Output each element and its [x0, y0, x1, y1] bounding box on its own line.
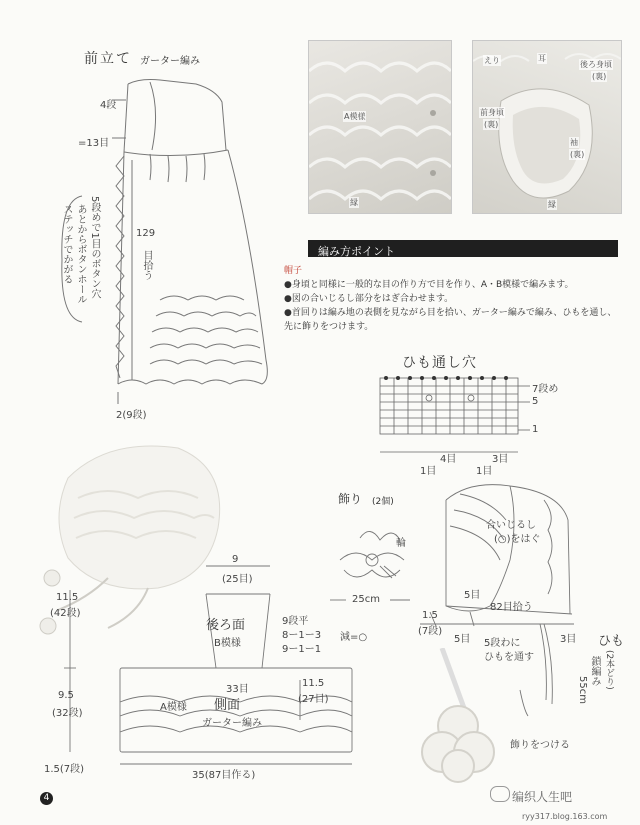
assembly-rows-label: 1.5	[422, 610, 438, 621]
photo-back-reverse-label: (裏)	[592, 72, 607, 81]
instructions-header	[308, 240, 618, 257]
side-panel-garter: ガーター編み	[202, 718, 262, 729]
photo-a-pattern-label: A模様	[344, 112, 366, 121]
photo-sleeve-reverse-label: (裏)	[570, 150, 585, 159]
decrease-note: 減=○	[340, 632, 368, 643]
front-pick-label: 目拾う	[141, 250, 152, 280]
back-panel-pattern: B模様	[214, 638, 241, 649]
assembly-chain-label: 鎖編み	[589, 656, 600, 686]
assembly-mark-label: 合いじるし	[486, 520, 536, 531]
assembly-mark-label-2: (○)をはぐ	[494, 534, 541, 545]
side-height-label: 11.5	[302, 678, 325, 689]
assembly-stitch-5b: 5目	[454, 634, 471, 645]
source-url: ryy317.blog.163.com	[522, 812, 608, 821]
decoration-ring-label: 輪	[396, 538, 406, 549]
wechat-icon	[490, 786, 510, 802]
hat-height-label: 11.5	[56, 592, 79, 603]
photo-sleeve-label: 袖	[570, 138, 578, 147]
hat-width-label: 9	[232, 554, 239, 565]
front-buttonhole-note-1: 5段めで1目のボタン穴	[89, 196, 100, 299]
side-panel-title: 側面	[214, 698, 241, 713]
photo-front-reverse-label: (裏)	[484, 120, 499, 129]
side-panel-pattern: A模様	[160, 702, 187, 713]
assembly-rows-sub: (7段)	[418, 626, 443, 637]
instruction-bullet: ●首回りは編み地の表側を見ながら目を拾い、ガーター編みで編み、ひもを通し、先に飾りをつけます。	[284, 308, 617, 332]
decrease-row-1: 9段平	[282, 616, 309, 627]
eyelet-row-5: 5	[532, 396, 539, 407]
assembly-thread-note-2: ひもを通す	[484, 652, 534, 663]
hat-center-stitches: 33目	[226, 684, 249, 695]
photo-ear-label: 耳	[538, 54, 546, 63]
assembly-attach-label: 飾りをつける	[510, 740, 570, 751]
eyelet-stitch-4: 4目	[440, 454, 457, 465]
front-buttonhole-note-3: ステッチでかがる	[61, 204, 72, 284]
decoration-title: 飾り	[338, 492, 363, 506]
front-bottom-label: 2(9段)	[116, 410, 147, 421]
eyelet-stitch-1a: 1目	[420, 466, 437, 477]
assembly-stitch-5a: 5目	[464, 590, 481, 601]
assembly-chain-length: 55cm	[577, 676, 588, 704]
back-panel-title: 後ろ面	[206, 618, 246, 633]
photo-edge-label: 縁	[350, 198, 358, 207]
assembly-string-desc: (2本どり)	[604, 650, 614, 690]
assembly-pick-count: 82目拾う	[490, 602, 533, 613]
photo-back-body-label: 後ろ身頃	[580, 60, 612, 69]
side-height-stitches: (27目)	[298, 694, 329, 705]
hat-heading: 帽子	[284, 266, 303, 276]
front-subtitle: ガーター編み	[140, 56, 200, 67]
hood-detail-photo	[472, 40, 622, 214]
photo-edge-label-2: 縁	[548, 200, 556, 209]
hat-height-rows: (42段)	[50, 608, 81, 619]
decrease-row-3: 9ー1ー1	[282, 644, 322, 655]
decoration-count: (2個)	[372, 497, 394, 507]
instruction-bullet: ●身頃と同様に一般的な目の作り方で目を作り、A・B模様で編みます。	[284, 280, 574, 290]
flower-ornament-photo	[412, 648, 504, 788]
instruction-bullet: ●図の合いじるし部分をはぎ合わせます。	[284, 294, 454, 304]
assembly-string-title: ひも	[598, 634, 625, 649]
photo-collar-label: えり	[484, 56, 500, 65]
lace-pattern-photo	[308, 40, 452, 214]
eyelet-stitch-3: 3目	[492, 454, 509, 465]
eyelet-stitch-1b: 1目	[476, 466, 493, 477]
hat-cast-on-label: 35(87目作る)	[192, 770, 256, 781]
eyelet-title: ひも通し穴	[402, 355, 477, 371]
page-number: 4	[40, 792, 53, 805]
hat-hem-label: 1.5(7段)	[44, 764, 85, 775]
eyelet-row-7: 7段め	[532, 384, 559, 395]
front-stitches-label: =13目	[78, 138, 110, 149]
front-rows-label: 4段	[100, 100, 117, 111]
eyelet-row-1: 1	[532, 424, 539, 435]
front-buttonhole-note-2: あとからボタンホール	[75, 204, 86, 304]
assembly-thread-note: 5段わに	[484, 638, 521, 649]
decrease-row-2: 8ー1ー3	[282, 630, 322, 641]
instructions-header-title: 編み方ポイント	[318, 245, 395, 258]
hat-height-lower: 9.5	[58, 690, 74, 701]
hat-height-lower-rows: (32段)	[52, 708, 83, 719]
instructions-notes	[284, 264, 624, 334]
decoration-size-label: 25cm	[352, 594, 380, 605]
photo-front-body-label: 前身頃	[480, 108, 504, 117]
hat-width-rows: (25目)	[222, 574, 253, 585]
front-title: 前立て	[84, 51, 132, 67]
assembly-stitch-3: 3目	[560, 634, 577, 645]
watermark-text: 编织人生吧	[512, 790, 573, 804]
front-pick-count: 129	[136, 228, 156, 239]
